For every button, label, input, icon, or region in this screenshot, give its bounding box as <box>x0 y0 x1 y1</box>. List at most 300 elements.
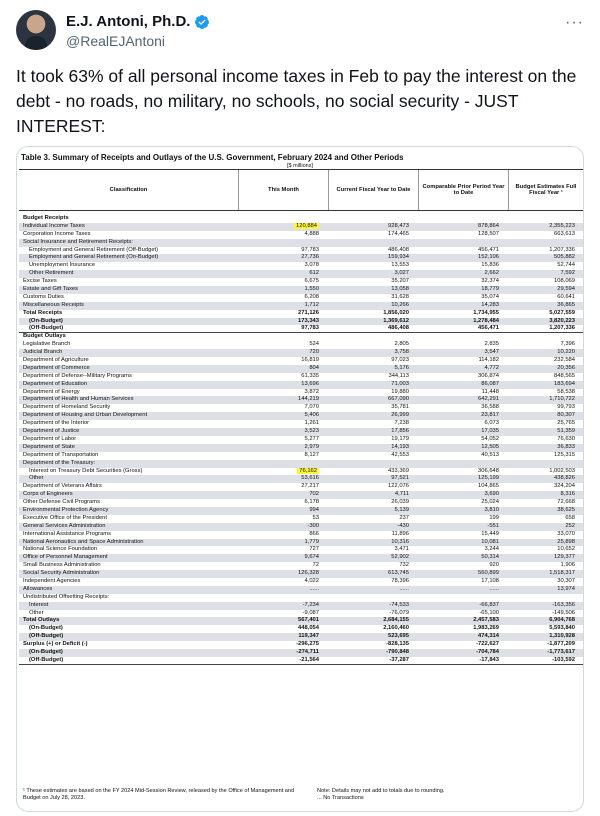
cell-value: 38,625 <box>557 506 575 513</box>
table-subtitle: [$ millions] <box>287 163 313 169</box>
cell-value: 1,002,503 <box>549 467 575 474</box>
row-label: Budget Receipts <box>23 215 69 221</box>
cell-value: 642,291 <box>478 396 499 403</box>
row-value <box>509 483 583 491</box>
cell-value: 13,553 <box>391 262 409 269</box>
cell-value: 8,316 <box>560 491 575 498</box>
row-value <box>329 428 417 436</box>
row-value <box>509 223 583 231</box>
table-row <box>19 341 583 349</box>
author-handle[interactable]: @RealEJAntoni <box>66 33 166 49</box>
row-value <box>419 523 507 531</box>
cell-value: 702 <box>309 491 319 498</box>
row-value <box>239 436 327 444</box>
cell-value: 35,207 <box>391 278 409 285</box>
cell-value: 97,783 <box>301 325 319 332</box>
cell-value: 7,070 <box>304 404 319 411</box>
row-value <box>509 310 583 318</box>
table-row <box>19 594 583 602</box>
row-value <box>419 531 507 539</box>
row-label: General Services Administration <box>23 522 106 529</box>
row-value <box>419 602 507 610</box>
cell-value: 144,219 <box>298 396 319 403</box>
cell-value: 36,833 <box>557 443 575 450</box>
author-name[interactable]: E.J. Antoni, Ph.D. <box>66 13 191 30</box>
cell-value: 25,765 <box>557 420 575 427</box>
cell-value: -76,079 <box>389 609 409 616</box>
cell-value: 804 <box>309 364 319 371</box>
table-row <box>19 586 583 594</box>
cell-value: 11,896 <box>391 530 409 537</box>
cell-value: 52,744 <box>557 262 575 269</box>
more-options-icon[interactable]: ··· <box>565 14 584 31</box>
cell-value: 866 <box>309 530 319 537</box>
cell-value: 13,058 <box>391 286 409 293</box>
row-value <box>509 586 583 594</box>
cell-value: 928,473 <box>388 222 409 229</box>
row-value <box>239 617 327 625</box>
row-value <box>419 278 507 286</box>
row-value <box>239 475 327 483</box>
row-value <box>509 254 583 262</box>
row-value <box>419 365 507 373</box>
table-row <box>19 420 583 428</box>
row-value <box>239 586 327 594</box>
table-row <box>19 349 583 357</box>
row-value <box>419 247 507 255</box>
row-value <box>329 452 417 460</box>
row-value <box>509 262 583 270</box>
cell-value: 994 <box>309 506 319 513</box>
row-value <box>329 586 417 594</box>
row-value <box>239 633 327 641</box>
row-value <box>509 578 583 586</box>
table-row <box>19 641 583 649</box>
table-header <box>19 169 583 211</box>
table-row <box>19 610 583 618</box>
table-row <box>19 412 583 420</box>
cell-value: 119,347 <box>298 633 319 640</box>
table-row <box>19 531 583 539</box>
cell-value: 1,734,955 <box>473 309 499 316</box>
row-value <box>419 270 507 278</box>
row-value <box>419 649 507 657</box>
row-value <box>329 523 417 531</box>
row-value <box>509 357 583 365</box>
row-label: Department of Energy <box>23 388 80 395</box>
row-value <box>239 515 327 523</box>
cell-value: 1,207,336 <box>549 246 575 253</box>
row-value <box>419 286 507 294</box>
row-value <box>239 468 327 476</box>
row-value <box>239 507 327 515</box>
cell-value: 71,003 <box>391 380 409 387</box>
row-label: Department of Defense--Military Programs <box>23 372 132 379</box>
cell-value: 523,695 <box>388 633 409 640</box>
cell-value: 173,343 <box>298 317 319 324</box>
row-value <box>509 318 583 326</box>
cell-value: 1,856,020 <box>383 309 409 316</box>
row-label: Surplus (+) or Deficit (-) <box>23 641 88 648</box>
cell-value: 126,328 <box>298 570 319 577</box>
row-label: Other <box>29 475 44 482</box>
cell-value: 5,139 <box>394 506 409 513</box>
cell-value: 252 <box>565 522 575 529</box>
table-row <box>19 381 583 389</box>
cell-value: 52,902 <box>391 554 409 561</box>
cell-value: 17,035 <box>481 428 499 435</box>
row-value <box>329 310 417 318</box>
row-value <box>239 286 327 294</box>
row-value <box>419 428 507 436</box>
row-value <box>329 420 417 428</box>
cell-value: 50,314 <box>481 554 499 561</box>
row-value <box>239 539 327 547</box>
cell-value: 3,872 <box>304 388 319 395</box>
row-value <box>509 468 583 476</box>
cell-value: 3,027 <box>394 270 409 277</box>
table-body <box>19 215 583 665</box>
cell-value: 3,810 <box>484 506 499 513</box>
cell-value: 42,553 <box>391 451 409 458</box>
cell-value: 6,904,768 <box>549 617 575 624</box>
row-value <box>329 562 417 570</box>
row-value <box>419 554 507 562</box>
row-value <box>509 491 583 499</box>
row-label: (Off-Budget) <box>29 656 64 663</box>
row-value <box>329 349 417 357</box>
row-value <box>419 349 507 357</box>
footnote-notes <box>317 788 577 802</box>
row-value <box>419 586 507 594</box>
verified-badge-icon <box>194 14 210 30</box>
cell-value: 6,073 <box>484 420 499 427</box>
row-value <box>239 428 327 436</box>
cell-value: ...... <box>309 585 319 592</box>
table-row <box>19 223 583 231</box>
row-label: Total Receipts <box>23 309 63 316</box>
row-value <box>239 420 327 428</box>
row-value <box>509 515 583 523</box>
cell-value: 72,668 <box>557 499 575 506</box>
cell-value: 10,081 <box>481 538 499 545</box>
table-row <box>19 468 583 476</box>
cell-value: 72 <box>312 562 319 569</box>
row-label: Department of Labor <box>23 435 77 442</box>
cell-value: 3,078 <box>304 262 319 269</box>
row-value <box>239 562 327 570</box>
cell-value: 33,070 <box>557 530 575 537</box>
row-value <box>509 657 583 665</box>
cell-value: 667,090 <box>388 396 409 403</box>
cell-value: 40,513 <box>481 451 499 458</box>
cell-value: 13,974 <box>557 585 575 592</box>
table-row <box>19 491 583 499</box>
tweet-image[interactable] <box>16 146 584 812</box>
row-label: Estate and Gift Taxes <box>23 286 78 293</box>
row-label: Corporation Income Taxes <box>23 230 91 237</box>
row-value <box>509 341 583 349</box>
table-row <box>19 602 583 610</box>
row-value <box>509 602 583 610</box>
cell-value: -790,848 <box>386 648 409 655</box>
row-value <box>509 396 583 404</box>
cell-value: 60,641 <box>557 293 575 300</box>
table-row <box>19 333 583 341</box>
row-value <box>419 515 507 523</box>
table-row <box>19 396 583 404</box>
row-value <box>419 231 507 239</box>
row-value <box>329 231 417 239</box>
cell-value: -21,564 <box>299 656 319 663</box>
row-label: Other Defense Civil Programs <box>23 499 100 506</box>
cell-value: 4,888 <box>304 230 319 237</box>
footnote-estimates: ¹ These estimates are based on the FY 2024 Mid-Session Review, released by the Office of Management and Budget on July 28, 2023. <box>23 788 295 801</box>
row-value <box>329 499 417 507</box>
cell-value: 99,793 <box>557 404 575 411</box>
cell-value: 125,199 <box>478 475 499 482</box>
row-value <box>419 389 507 397</box>
row-value <box>509 294 583 302</box>
cell-value: 20,356 <box>557 364 575 371</box>
row-value <box>509 404 583 412</box>
row-value <box>509 531 583 539</box>
row-value <box>239 412 327 420</box>
row-value <box>239 641 327 649</box>
cell-value: 486,408 <box>388 246 409 253</box>
cell-value: -704,784 <box>476 648 499 655</box>
cell-value: -149,506 <box>552 609 575 616</box>
table-row <box>19 302 583 310</box>
row-value <box>239 373 327 381</box>
row-value <box>509 452 583 460</box>
row-label: Executive Office of the President <box>23 514 107 521</box>
row-value <box>329 444 417 452</box>
row-value <box>329 515 417 523</box>
cell-value: -9,087 <box>302 609 319 616</box>
table-row <box>19 444 583 452</box>
row-label: Judicial Branch <box>23 349 63 356</box>
cell-value: 1,983,269 <box>473 625 499 632</box>
row-value <box>419 396 507 404</box>
row-value <box>509 554 583 562</box>
cell-value: -296,275 <box>296 641 319 648</box>
row-value <box>509 389 583 397</box>
row-value <box>419 625 507 633</box>
row-value <box>329 294 417 302</box>
cell-value: 30,307 <box>557 577 575 584</box>
cell-value: 2,457,583 <box>473 617 499 624</box>
row-value <box>329 633 417 641</box>
row-label: Environmental Protection Agency <box>23 506 109 513</box>
row-value <box>419 420 507 428</box>
cell-value: 5,027,559 <box>549 309 575 316</box>
cell-value: 23,817 <box>481 412 499 419</box>
cell-value: 7,238 <box>394 420 409 427</box>
row-value <box>239 657 327 665</box>
cell-value: 3,547 <box>484 349 499 356</box>
row-value <box>329 381 417 389</box>
row-value <box>239 349 327 357</box>
cell-value: 505,882 <box>554 254 575 261</box>
cell-value: -17,843 <box>479 656 499 663</box>
row-label: Other Retirement <box>29 270 74 277</box>
cell-value: -74,533 <box>389 601 409 608</box>
row-label: Department of Transportation <box>23 451 99 458</box>
table-row <box>19 365 583 373</box>
cell-value: 159,934 <box>388 254 409 261</box>
cell-value: 306,648 <box>478 467 499 474</box>
table-row <box>19 617 583 625</box>
cell-value: 1,369,612 <box>383 317 409 324</box>
footnote-rounding: Note: Details may not add to totals due to rounding. <box>317 788 445 794</box>
row-label: Individual Income Taxes <box>23 222 85 229</box>
table-row <box>19 657 583 665</box>
cell-value: 14,193 <box>391 443 409 450</box>
row-label: Employment and General Retirement (Off-Budget) <box>29 246 159 253</box>
row-value <box>329 578 417 586</box>
row-label: Office of Personnel Management <box>23 554 108 561</box>
cell-value: 920 <box>489 562 499 569</box>
table-row <box>19 499 583 507</box>
cell-value: 474,314 <box>478 633 499 640</box>
row-value <box>329 475 417 483</box>
row-value <box>329 657 417 665</box>
row-value <box>509 617 583 625</box>
row-value <box>239 318 327 326</box>
row-value <box>329 570 417 578</box>
row-label: (Off-Budget) <box>29 633 64 640</box>
row-value <box>329 389 417 397</box>
cell-value: 31,628 <box>391 293 409 300</box>
row-value <box>419 491 507 499</box>
avatar[interactable] <box>16 10 56 50</box>
cell-value: -430 <box>397 522 409 529</box>
row-value <box>419 499 507 507</box>
table-row <box>19 515 583 523</box>
row-value <box>509 428 583 436</box>
row-value <box>419 475 507 483</box>
row-value <box>509 475 583 483</box>
table-row <box>19 389 583 397</box>
table-row <box>19 404 583 412</box>
row-value <box>329 483 417 491</box>
cell-value: 1,779 <box>304 538 319 545</box>
cell-value: 2,979 <box>304 443 319 450</box>
cell-value: 7,396 <box>560 341 575 348</box>
row-value <box>509 499 583 507</box>
row-value <box>329 254 417 262</box>
cell-value: 567,401 <box>298 617 319 624</box>
cell-value: 438,826 <box>554 475 575 482</box>
row-value <box>239 341 327 349</box>
table-row <box>19 475 583 483</box>
row-label: Department of Health and Human Services <box>23 396 134 403</box>
cell-value: 97,783 <box>301 246 319 253</box>
cell-value: 3,523 <box>304 428 319 435</box>
row-label: Unemployment Insurance <box>29 262 96 269</box>
cell-value: 5,406 <box>304 412 319 419</box>
column-header-this-month: This Month <box>239 170 329 210</box>
cell-value: 1,550 <box>304 286 319 293</box>
row-value <box>509 507 583 515</box>
cell-value: 2,160,460 <box>383 625 409 632</box>
row-label: Department of Veterans Affairs <box>23 483 102 490</box>
row-label: Other <box>29 609 44 616</box>
cell-value: 6,178 <box>304 499 319 506</box>
tweet-text: It took 63% of all personal income taxes in Feb to pay the interest on the debt - no roads, no military, no schools, no social security - JUST INTEREST: <box>16 66 577 136</box>
row-label: Social Insurance and Retirement Receipts: <box>23 238 133 245</box>
row-value <box>239 531 327 539</box>
row-label: Legislative Branch <box>23 341 71 348</box>
table-row <box>19 247 583 255</box>
row-label: Department of Agriculture <box>23 357 89 364</box>
row-value <box>239 570 327 578</box>
cell-value: 433,369 <box>388 467 409 474</box>
cell-value: 183,694 <box>554 380 575 387</box>
row-label: Excise Taxes <box>23 278 57 285</box>
table-row <box>19 554 583 562</box>
cell-value: 76,630 <box>557 435 575 442</box>
row-value <box>509 365 583 373</box>
table-row <box>19 357 583 365</box>
cell-value: 12,505 <box>481 443 499 450</box>
cell-value: 13,696 <box>301 380 319 387</box>
cell-value: 5,176 <box>394 364 409 371</box>
table-row <box>19 215 583 223</box>
cell-value: 848,565 <box>554 372 575 379</box>
row-value <box>329 325 417 333</box>
row-value <box>239 270 327 278</box>
table-title: Table 3. Summary of Receipts and Outlays of the U.S. Government, February 2024 and Other Periods <box>21 153 404 162</box>
cell-value: 128,507 <box>478 230 499 237</box>
row-value <box>509 247 583 255</box>
row-label: National Science Foundation <box>23 546 98 553</box>
row-label: Employment and General Retirement (On-Budget) <box>29 254 159 261</box>
row-value <box>419 412 507 420</box>
row-value <box>239 396 327 404</box>
row-value <box>239 499 327 507</box>
cell-value: 2,835 <box>484 341 499 348</box>
table-row <box>19 507 583 515</box>
column-header-budget-estimates: Budget Estimates Full Fiscal Year ¹ <box>515 183 577 196</box>
cell-value: 14,283 <box>481 301 499 308</box>
table-row <box>19 254 583 262</box>
row-value <box>329 539 417 547</box>
row-value <box>419 539 507 547</box>
row-value <box>239 452 327 460</box>
cell-value: -163,356 <box>552 601 575 608</box>
row-value <box>509 302 583 310</box>
row-value <box>419 436 507 444</box>
column-header-classification: Classification <box>19 170 239 210</box>
row-value <box>239 578 327 586</box>
cell-value: 53,616 <box>301 475 319 482</box>
row-value <box>239 649 327 657</box>
cell-value: 1,310,928 <box>549 633 575 640</box>
row-value <box>419 633 507 641</box>
cell-value: 324,204 <box>554 483 575 490</box>
cell-value: 35,074 <box>481 293 499 300</box>
cell-value: 1,518,317 <box>549 570 575 577</box>
cell-value: 108,069 <box>554 278 575 285</box>
row-value <box>329 531 417 539</box>
row-value <box>509 436 583 444</box>
cell-value: 11,448 <box>481 388 499 395</box>
row-label: Department of State <box>23 443 75 450</box>
row-value <box>239 546 327 554</box>
row-value <box>239 444 327 452</box>
